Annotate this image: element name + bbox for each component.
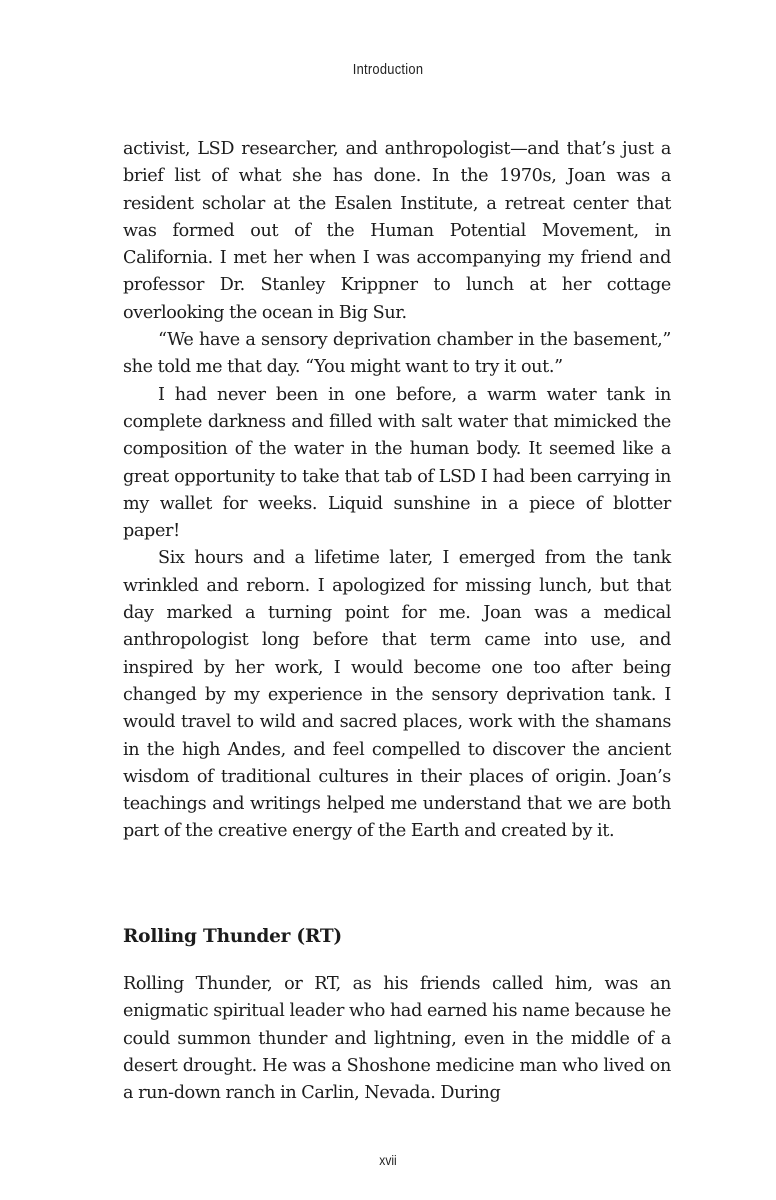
section-paragraph: Rolling Thunder, or RT, as his friends called him, was an enigmatic spiritual leader who had earned his name because he could summon thunder and lightning, even in the middle of a desert drought. He was a Shoshone medicine man who lived on a run-down ranch in Carlin, Nevada. During [123, 974, 671, 1104]
paragraph: “We have a sensory deprivation chamber in the basement,” she told me that day. “You might want to try it out.” [123, 330, 671, 378]
paragraph-continued: activist, LSD researcher, and anthropologist—and that’s just a brief list of what she has done. In the 1970s, Joan was a resident scholar at the Esalen Institute, a retreat center that was formed out of the Human Potential Movement, in California. I met her when I was accompanying my friend and professor Dr. Stanley Krippner to lunch at her cottage overlooking the ocean in Big Sur. [123, 139, 671, 323]
paragraph: I had never been in one before, a warm water tank in complete darkness and filled with salt water that mimicked the composition of the water in the human body. It seemed like a great opportunity to take that tab of LSD I had been carrying in my wallet for weeks. Liquid sunshine in a piece of blotter paper! [123, 384, 671, 542]
body-text [123, 136, 671, 846]
paragraph: Six hours and a lifetime later, I emerged from the tank wrinkled and reborn. I apologized for missing lunch, but that day marked a turning point for me. Joan was a medical anthropologist long before that term came into use, and inspired by her work, I would become one too after being changed by my experience in the sensory deprivation tank. I would travel to wild and sacred places, work with the shamans in the high Andes, and feel compelled to discover the ancient wisdom of traditional cultures in their places of origin. Joan’s teachings and writings helped me understand that we are both part of the creative energy of the Earth and created by it. [123, 548, 671, 842]
page-number: xvii [379, 1152, 397, 1168]
section-heading: Rolling Thunder (RT) [123, 926, 342, 947]
section-body-text [123, 971, 671, 1107]
running-head: Introduction [352, 61, 424, 78]
